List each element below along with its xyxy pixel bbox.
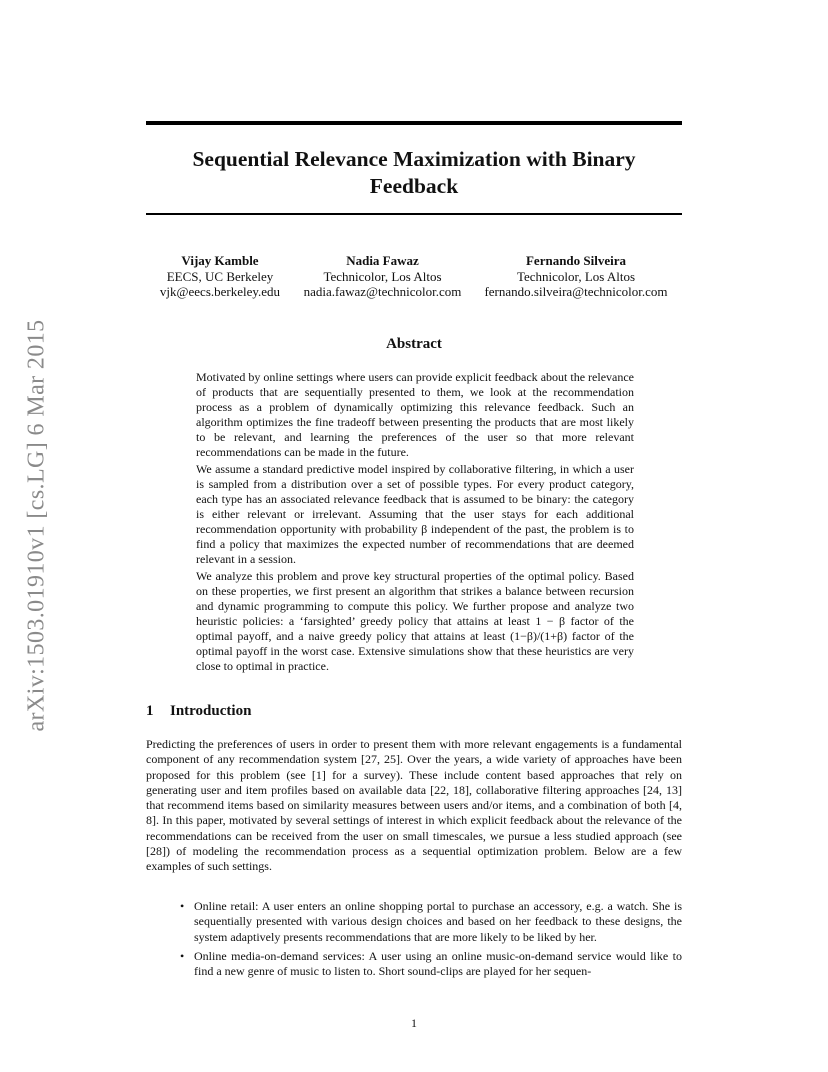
paper-title: Sequential Relevance Maximization with Binary Feedback: [192, 147, 636, 198]
section-heading: [146, 703, 251, 720]
example-list: [176, 899, 682, 983]
list-item: [176, 899, 682, 945]
bullet-symbol: •: [180, 899, 185, 913]
author-email: nadia.fawaz@technicolor.com: [303, 284, 462, 299]
list-item-text: Online media-on-demand services: A user using an online music-on-demand service would like to find a new genre of music to listen to. Short sound-clips are played for her sequen-: [194, 948, 682, 979]
arxiv-stamp: [20, 290, 54, 760]
page-number: 1: [411, 1016, 417, 1030]
author-block: [476, 253, 676, 300]
abstract-paragraph: We analyze this problem and prove key structural properties of the optimal policy. Based on these properties, we first present an algorithm that strikes a balance between recursion and dynamic programming to compute this policy. We further propose and analyze two heuristic policies: a ‘farsighted’ greedy policy that attains at least 1 − β factor of the optimal payoff, and a naive greedy policy that attains at least (1−β)/(1+β) factor of the optimal payoff in the worst case. Extensive simulations show that these heuristics are very close to optimal in practice.: [196, 569, 634, 673]
author-affiliation: EECS, UC Berkeley: [166, 268, 274, 284]
author-affiliation: Technicolor, Los Altos: [323, 268, 442, 284]
list-item-text: Online retail: A user enters an online shopping portal to purchase an accessory, e.g. a watch. She is sequentially presented with various design choices and based on her feedback to these designs, the system adaptively presents recommendations that are more likely to be liked by her.: [194, 899, 682, 944]
abstract-body: [196, 370, 634, 676]
author-affiliation: Technicolor, Los Altos: [516, 268, 636, 284]
intro-paragraph: Predicting the preferences of users in order to present them with more relevant engagements is a fundamental component of any recommendation system [27, 25]. Over the years, a wide variety of approaches have been proposed for this problem (see [1] for a survey). These include content based approaches that rely on generating user and item profiles based on available data [22, 18], collaborative filtering approaches [24, 13] that recommend items based on similarity measures between users and/or items, and a combination of both [4, 8]. In this paper, motivated by several settings of interest in which explicit feedback about the relevance of the recommendations can be received from the user on small timescales, we pursue a less studied approach (see [28]) of modeling the recommendation process as a sequential optimization problem. Below are a few examples of such settings.: [146, 737, 682, 874]
author-email: vjk@eecs.berkeley.edu: [159, 284, 281, 299]
title-bottom-rule: [146, 213, 682, 215]
author-name: Fernando Silveira: [525, 253, 627, 268]
arxiv-stamp-text: arXiv:1503.01910v1 [cs.LG] 6 Mar 2015: [23, 318, 50, 732]
author-name: Nadia Fawaz: [346, 253, 419, 268]
author-email: fernando.silveira@technicolor.com: [484, 284, 668, 299]
author-block: [140, 253, 300, 300]
abstract-paragraph: Motivated by online settings where users can provide explicit feedback about the relevance of products that are sequentially presented to them, we look at the recommendation process as a problem of dynamically optimizing this relevance feedback. Such an algorithm optimizes the fine tradeoff between presenting the products that are most likely to be relevant, and learning the preferences of the user so that more relevant recommendations can be made in the future.: [196, 370, 634, 459]
section-number: 1: [146, 703, 154, 719]
list-item: [176, 949, 682, 980]
section-title: Introduction: [170, 703, 252, 719]
abstract-paragraph: We assume a standard predictive model inspired by collaborative filtering, in which a user is sampled from a distribution over a set of possible types. For every product category, each type has an associated relevance feedback that is assumed to be binary: the category is either relevant or irrelevant. Assuming that the user stays for each additional recommendation opportunity with probability β independent of the past, the problem is to find a policy that maximizes the expected number of recommendations that are deemed relevant in a session.: [196, 462, 634, 566]
author-name: Vijay Kamble: [181, 253, 259, 268]
author-block: [295, 253, 470, 300]
bullet-symbol: •: [180, 948, 185, 963]
title-top-rule: [146, 121, 682, 125]
abstract-heading: Abstract: [386, 336, 442, 352]
